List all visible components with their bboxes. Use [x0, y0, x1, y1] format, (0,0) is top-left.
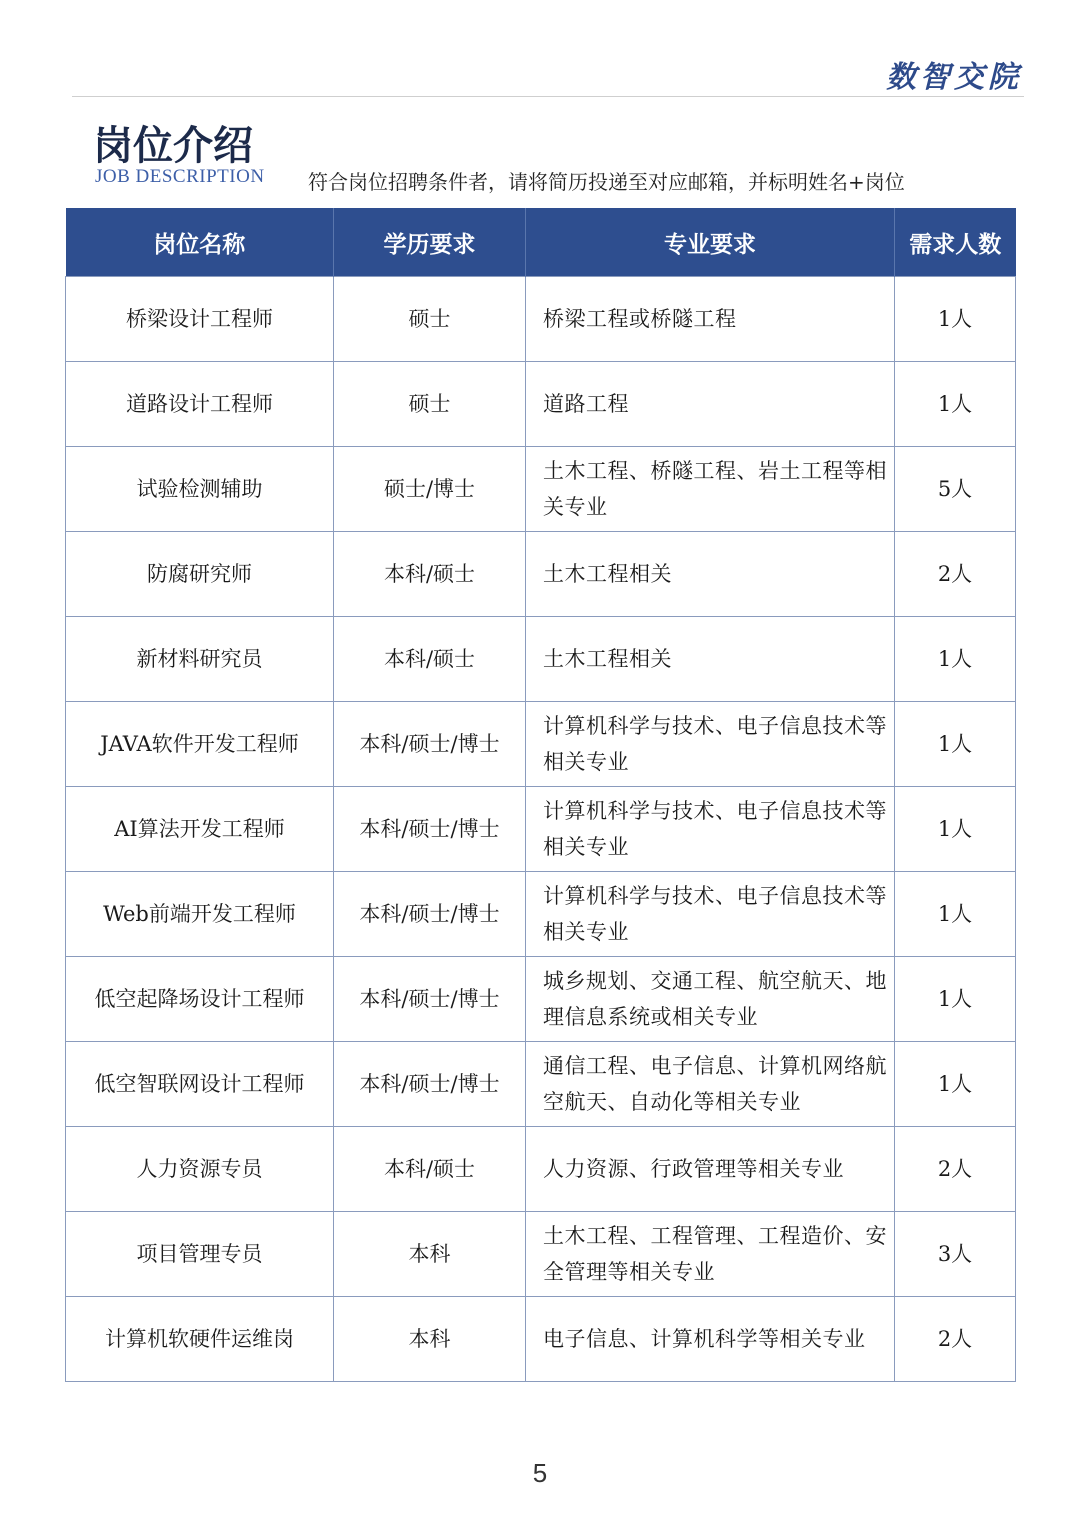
table-row	[66, 957, 1016, 1042]
education-cell: 本科/硕士/博士	[334, 1042, 526, 1127]
education-cell: 本科/硕士	[334, 1127, 526, 1212]
page-title: 岗位介绍	[93, 123, 253, 169]
headcount-cell: 2人	[895, 1127, 1016, 1212]
major-cell: 计算机科学与技术、电子信息技术等相关专业	[526, 872, 895, 957]
education-cell: 本科/硕士/博士	[334, 787, 526, 872]
column-header-headcount: 需求人数	[895, 208, 1016, 277]
education-cell: 硕士/博士	[334, 447, 526, 532]
position-cell: Web前端开发工程师	[66, 872, 334, 957]
headcount-cell: 1人	[895, 277, 1016, 362]
column-header-major: 专业要求	[526, 208, 895, 277]
major-cell: 土木工程相关	[526, 532, 895, 617]
headcount-cell: 1人	[895, 872, 1016, 957]
headcount-cell: 5人	[895, 447, 1016, 532]
position-cell: 道路设计工程师	[66, 362, 334, 447]
headcount-cell: 1人	[895, 957, 1016, 1042]
headcount-cell: 1人	[895, 362, 1016, 447]
header-divider	[72, 96, 1024, 97]
education-cell: 本科	[334, 1212, 526, 1297]
table-header-row	[66, 208, 1016, 277]
table-row	[66, 1212, 1016, 1297]
headcount-cell: 1人	[895, 1042, 1016, 1127]
major-cell: 城乡规划、交通工程、航空航天、地理信息系统或相关专业	[526, 957, 895, 1042]
major-cell: 土木工程相关	[526, 617, 895, 702]
position-cell: 项目管理专员	[66, 1212, 334, 1297]
brand-logo: 数智交院	[886, 60, 1022, 95]
table-row	[66, 617, 1016, 702]
major-cell: 电子信息、计算机科学等相关专业	[526, 1297, 895, 1382]
table-row	[66, 787, 1016, 872]
table-row	[66, 1127, 1016, 1212]
major-cell: 计算机科学与技术、电子信息技术等相关专业	[526, 702, 895, 787]
table-row	[66, 447, 1016, 532]
table-row	[66, 872, 1016, 957]
job-table-body	[66, 277, 1016, 1382]
position-cell: AI算法开发工程师	[66, 787, 334, 872]
education-cell: 硕士	[334, 277, 526, 362]
headcount-cell: 1人	[895, 617, 1016, 702]
headcount-cell: 3人	[895, 1212, 1016, 1297]
position-cell: 低空智联网设计工程师	[66, 1042, 334, 1127]
education-cell: 硕士	[334, 362, 526, 447]
position-cell: 新材料研究员	[66, 617, 334, 702]
position-cell: 防腐研究师	[66, 532, 334, 617]
headcount-cell: 1人	[895, 787, 1016, 872]
headcount-cell: 1人	[895, 702, 1016, 787]
table-row	[66, 362, 1016, 447]
position-cell: JAVA软件开发工程师	[66, 702, 334, 787]
position-cell: 桥梁设计工程师	[66, 277, 334, 362]
column-header-position: 岗位名称	[66, 208, 334, 277]
table-row	[66, 532, 1016, 617]
headcount-cell: 2人	[895, 532, 1016, 617]
major-cell: 通信工程、电子信息、计算机网络航空航天、自动化等相关专业	[526, 1042, 895, 1127]
page-number: 5	[532, 1458, 548, 1488]
table-row	[66, 1042, 1016, 1127]
position-cell: 试验检测辅助	[66, 447, 334, 532]
education-cell: 本科/硕士	[334, 532, 526, 617]
headcount-cell: 2人	[895, 1297, 1016, 1382]
major-cell: 计算机科学与技术、电子信息技术等相关专业	[526, 787, 895, 872]
application-instructions: 符合岗位招聘条件者，请将简历投递至对应邮箱，并标明姓名+岗位	[308, 170, 905, 194]
education-cell: 本科	[334, 1297, 526, 1382]
job-table	[65, 208, 1016, 1382]
section-subtitle: JOB DESCRIPTION	[95, 166, 265, 187]
major-cell: 桥梁工程或桥隧工程	[526, 277, 895, 362]
column-header-education: 学历要求	[334, 208, 526, 277]
table-row	[66, 1297, 1016, 1382]
education-cell: 本科/硕士/博士	[334, 702, 526, 787]
table-row	[66, 277, 1016, 362]
major-cell: 道路工程	[526, 362, 895, 447]
position-cell: 计算机软硬件运维岗	[66, 1297, 334, 1382]
major-cell: 土木工程、桥隧工程、岩土工程等相关专业	[526, 447, 895, 532]
table-row	[66, 702, 1016, 787]
education-cell: 本科/硕士/博士	[334, 957, 526, 1042]
education-cell: 本科/硕士/博士	[334, 872, 526, 957]
position-cell: 低空起降场设计工程师	[66, 957, 334, 1042]
position-cell: 人力资源专员	[66, 1127, 334, 1212]
major-cell: 土木工程、工程管理、工程造价、安全管理等相关专业	[526, 1212, 895, 1297]
major-cell: 人力资源、行政管理等相关专业	[526, 1127, 895, 1212]
education-cell: 本科/硕士	[334, 617, 526, 702]
